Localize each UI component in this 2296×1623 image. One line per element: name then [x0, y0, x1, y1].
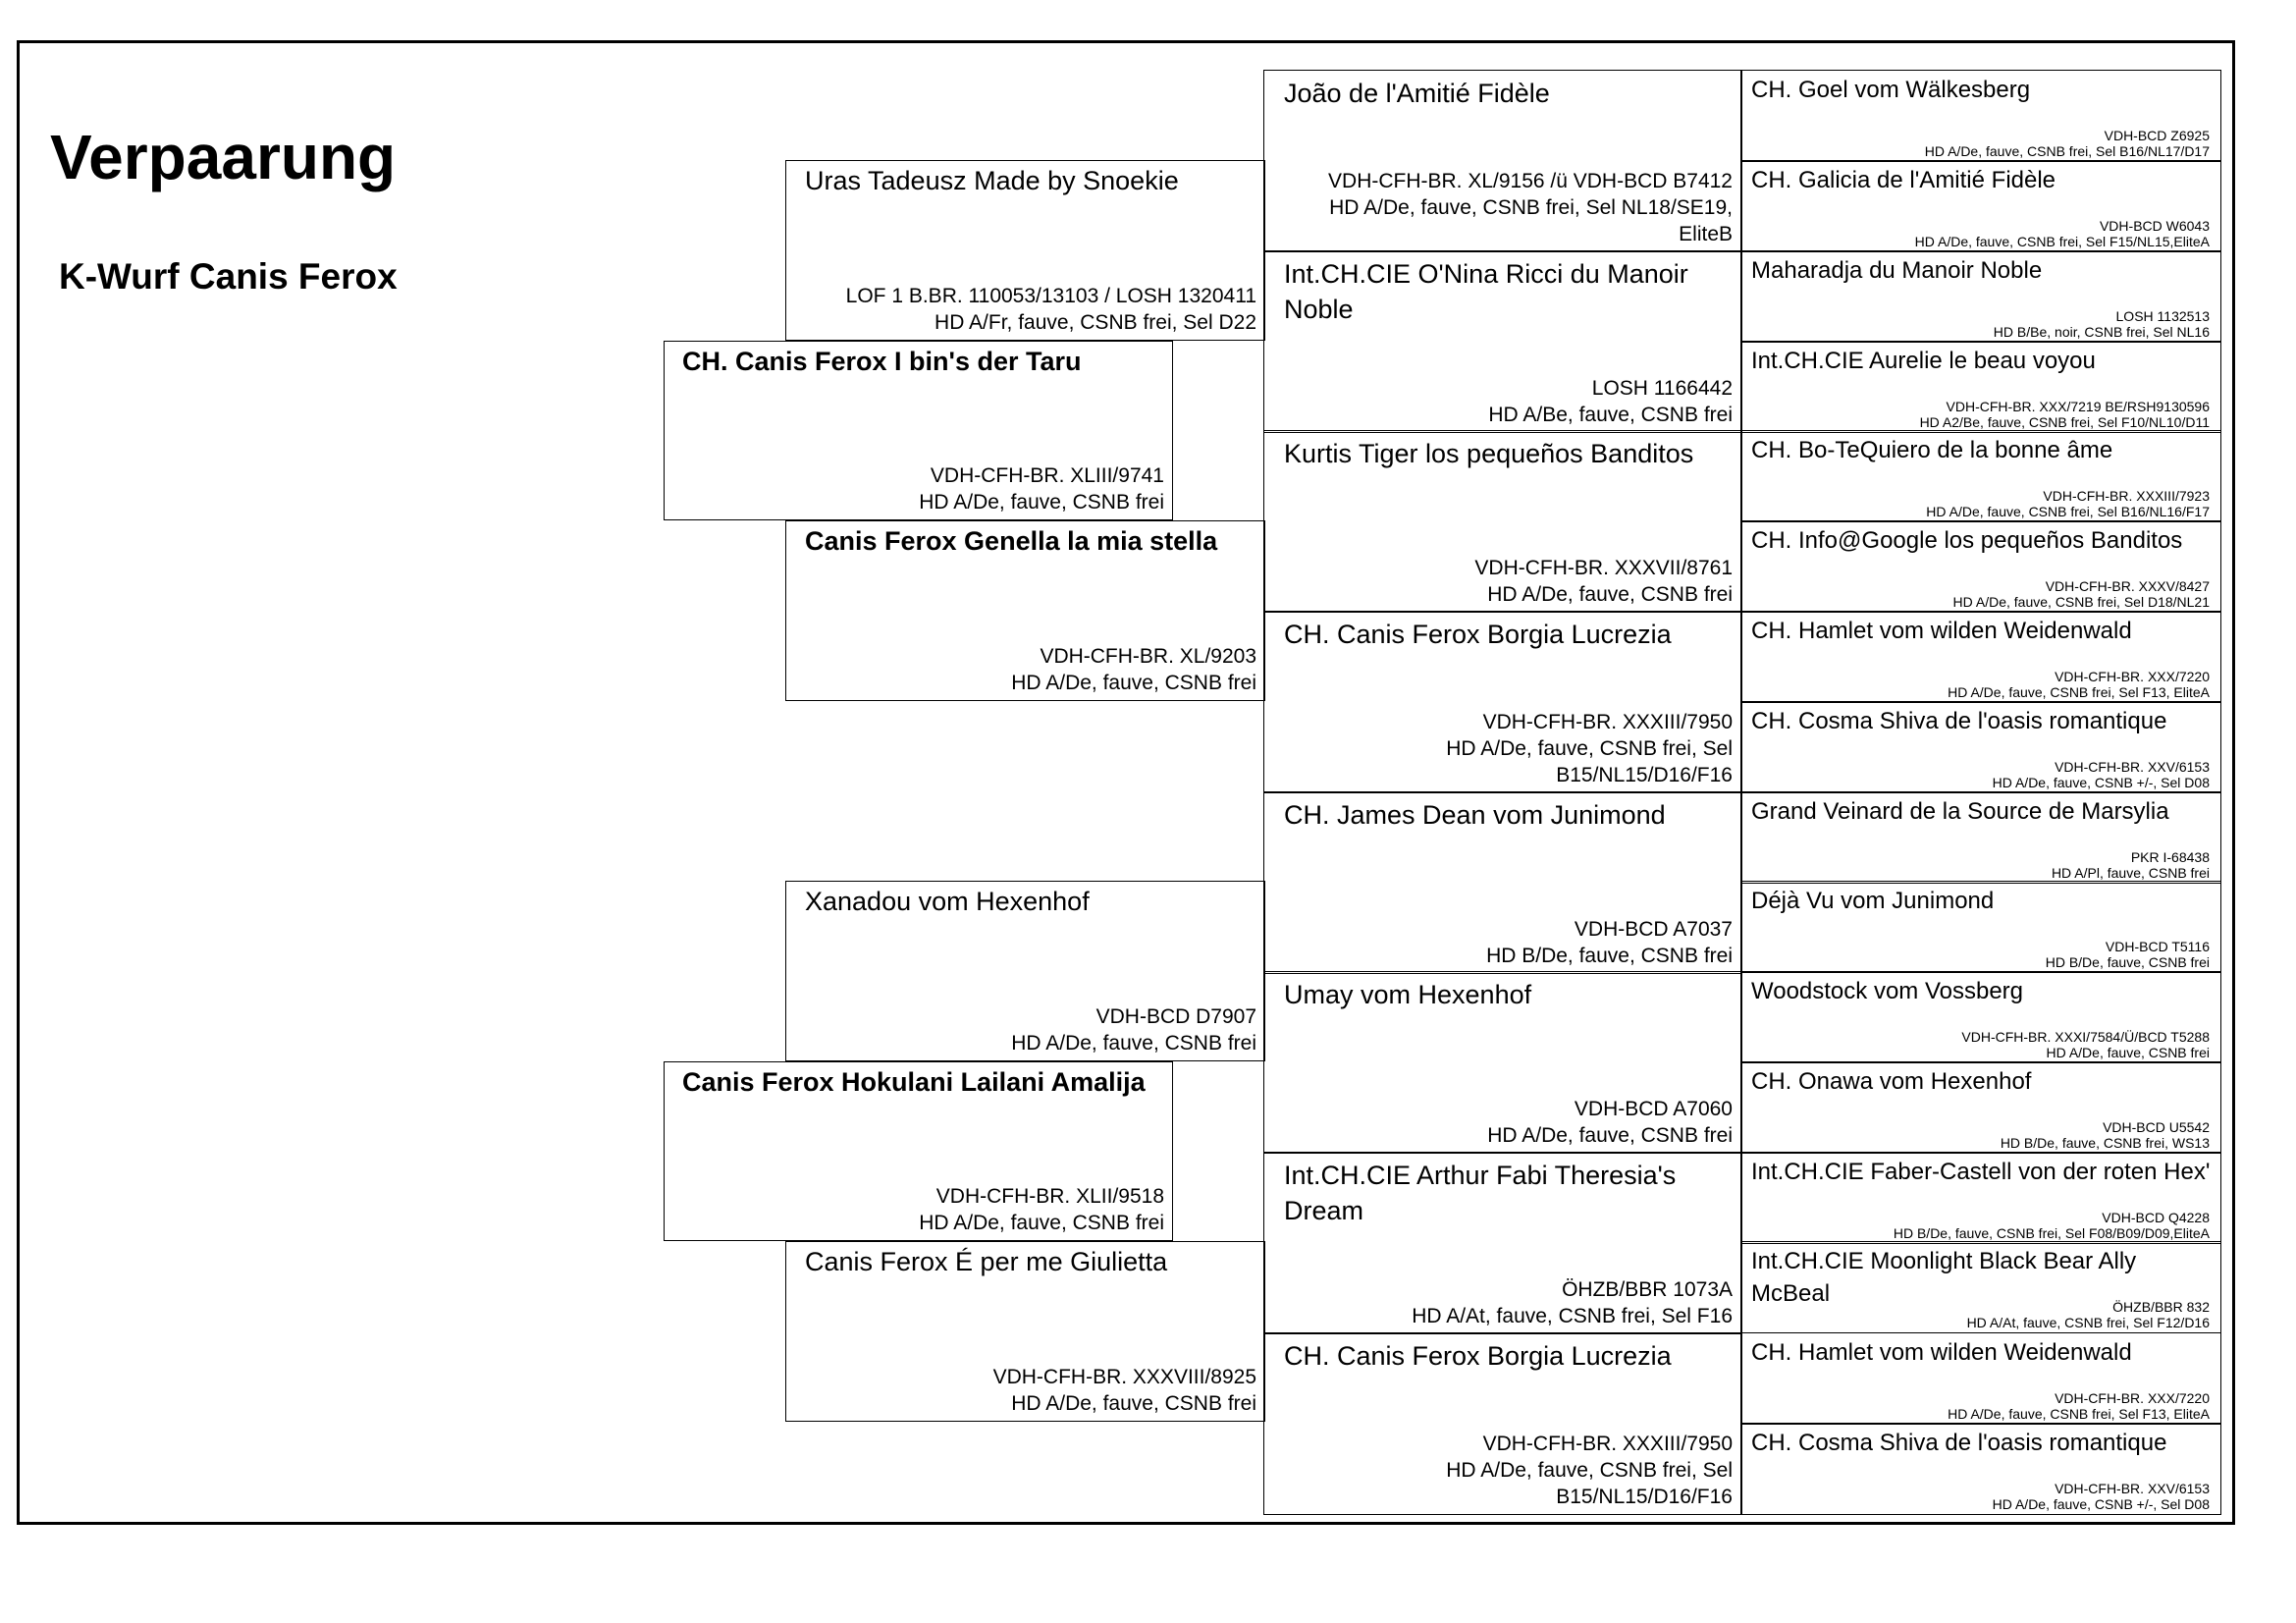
- gen4-ancestor-box: [1740, 70, 2221, 162]
- gen4-ancestor-name: Maharadja du Manoir Noble: [1751, 257, 2043, 284]
- gen4-ancestor-box: [1740, 1423, 2221, 1515]
- sire-info: VDH-CFH-BR. XLIII/9741 HD A/De, fauve, CSNB frei: [919, 464, 1164, 514]
- page-title: Verpaarung: [50, 122, 397, 192]
- gen4-ancestor-name: CH. Info@Google los pequeños Banditos: [1751, 527, 2183, 554]
- gen4-ancestor-name: CH. Galicia de l'Amitié Fidèle: [1751, 167, 2056, 193]
- great-grandparent-info: VDH-CFH-BR. XXXVII/8761 HD A/De, fauve, CSNB frei: [1474, 557, 1733, 606]
- litter-subtitle: K-Wurf Canis Ferox: [59, 256, 398, 297]
- gen4-ancestor-info: VDH-CFH-BR. XXXV/8427 HD A/De, fauve, CSNB frei, Sel D18/NL21: [1952, 578, 2210, 610]
- great-grandparent-box: [1263, 791, 1742, 974]
- great-grandparent-name: João de l'Amitié Fidèle: [1284, 79, 1550, 108]
- gen4-ancestor-box: [1740, 971, 2221, 1063]
- great-grandparent-info: LOSH 1166442 HD A/Be, fauve, CSNB frei: [1488, 377, 1733, 426]
- gen4-ancestor-box: [1740, 341, 2221, 433]
- gen4-ancestor-name: CH. Goel vom Wälkesberg: [1751, 77, 2031, 103]
- great-grandparent-info: VDH-BCD A7060 HD A/De, fauve, CSNB frei: [1487, 1098, 1733, 1147]
- great-grandparent-name: CH. Canis Ferox Borgia Lucrezia: [1284, 620, 1672, 649]
- gen4-ancestor-box: [1740, 1061, 2221, 1154]
- gen4-ancestor-info: VDH-CFH-BR. XXX/7220 HD A/De, fauve, CSNB frei, Sel F13, EliteA: [1948, 669, 2210, 700]
- great-grandparent-box: [1263, 70, 1742, 252]
- great-grandparent-box: [1263, 430, 1742, 613]
- dam-info: VDH-CFH-BR. XLII/9518 HD A/De, fauve, CSNB frei: [919, 1185, 1164, 1234]
- gen4-ancestor-name: Grand Veinard de la Source de Marsylia: [1751, 798, 2169, 825]
- great-grandparent-box: [1263, 250, 1742, 433]
- gen4-ancestor-name: CH. Cosma Shiva de l'oasis romantique: [1751, 708, 2167, 734]
- grandsire-maternal-box: [785, 881, 1265, 1061]
- great-grandparent-info: VDH-CFH-BR. XL/9156 /ü VDH-BCD B7412 HD A/De, fauve, CSNB frei, Sel NL18/SE19, EliteB: [1328, 170, 1733, 245]
- gen4-ancestor-name: Int.CH.CIE Faber-Castell von der roten Hex': [1751, 1159, 2211, 1185]
- gen4-ancestor-box: [1740, 701, 2221, 793]
- granddam-paternal-box: [785, 520, 1265, 701]
- great-grandparent-name: Umay vom Hexenhof: [1284, 980, 1532, 1009]
- gen4-ancestor-info: VDH-CFH-BR. XXV/6153 HD A/De, fauve, CSNB +/-, Sel D08: [1992, 759, 2210, 790]
- gen4-ancestor-info: VDH-CFH-BR. XXX/7220 HD A/De, fauve, CSNB frei, Sel F13, EliteA: [1948, 1390, 2210, 1422]
- great-grandparent-name: Kurtis Tiger los pequeños Banditos: [1284, 439, 1694, 468]
- great-grandparent-name: Int.CH.CIE Arthur Fabi Theresia's Dream: [1284, 1161, 1677, 1225]
- gen4-ancestor-box: [1740, 1332, 2221, 1425]
- great-grandparent-box: [1263, 971, 1742, 1154]
- granddam-paternal-info: VDH-CFH-BR. XL/9203 HD A/De, fauve, CSNB frei: [1011, 645, 1256, 694]
- grandsire-maternal-info: VDH-BCD D7907 HD A/De, fauve, CSNB frei: [1011, 1005, 1256, 1055]
- gen4-ancestor-name: Int.CH.CIE Moonlight Black Bear Ally McBeal: [1751, 1248, 2137, 1307]
- gen4-ancestor-info: VDH-CFH-BR. XXX/7219 BE/RSH9130596 HD A2/Be, fauve, CSNB frei, Sel F10/NL10/D11: [1919, 399, 2210, 430]
- grandsire-maternal-name: Xanadou vom Hexenhof: [805, 887, 1090, 916]
- gen4-ancestor-box: [1740, 611, 2221, 703]
- grandsire-paternal-box: [785, 160, 1265, 341]
- gen4-ancestor-box: [1740, 520, 2221, 613]
- gen4-ancestor-box: [1740, 1241, 2221, 1333]
- great-grandparent-name: Int.CH.CIE O'Nina Ricci du Manoir Noble: [1284, 259, 1688, 324]
- gen4-ancestor-name: Déjà Vu vom Junimond: [1751, 888, 1995, 914]
- gen4-ancestor-info: VDH-BCD Z6925 HD A/De, fauve, CSNB frei, Sel B16/NL17/D17: [1924, 128, 2210, 159]
- gen4-ancestor-info: VDH-BCD T5116 HD B/De, fauve, CSNB frei: [2045, 939, 2210, 970]
- gen4-ancestor-box: [1740, 430, 2221, 522]
- great-grandparent-name: CH. Canis Ferox Borgia Lucrezia: [1284, 1341, 1672, 1371]
- gen4-ancestor-info: ÖHZB/BBR 832 HD A/At, fauve, CSNB frei, Sel F12/D16: [1966, 1299, 2210, 1330]
- gen4-ancestor-box: [1740, 160, 2221, 252]
- gen4-ancestor-info: VDH-CFH-BR. XXXIII/7923 HD A/De, fauve, CSNB frei, Sel B16/NL16/F17: [1926, 488, 2210, 519]
- gen4-ancestor-name: CH. Onawa vom Hexenhof: [1751, 1068, 2032, 1095]
- sire-name: CH. Canis Ferox I bin's der Taru: [682, 347, 1082, 376]
- gen4-ancestor-name: Woodstock vom Vossberg: [1751, 978, 2024, 1004]
- gen4-ancestor-info: VDH-CFH-BR. XXV/6153 HD A/De, fauve, CSNB +/-, Sel D08: [1992, 1481, 2210, 1512]
- dam-box: [664, 1061, 1173, 1241]
- gen4-ancestor-name: CH. Bo-TeQuiero de la bonne âme: [1751, 437, 2113, 463]
- granddam-maternal-info: VDH-CFH-BR. XXXVIII/8925 HD A/De, fauve, CSNB frei: [992, 1366, 1256, 1415]
- granddam-maternal-box: [785, 1241, 1265, 1422]
- grandsire-paternal-info: LOF 1 B.BR. 110053/13103 / LOSH 1320411 HD A/Fr, fauve, CSNB frei, Sel D22: [845, 285, 1256, 334]
- gen4-ancestor-info: VDH-BCD U5542 HD B/De, fauve, CSNB frei, WS13: [2000, 1119, 2210, 1151]
- gen4-ancestor-info: LOSH 1132513 HD B/Be, noir, CSNB frei, Sel NL16: [1993, 308, 2210, 340]
- great-grandparent-box: [1263, 611, 1742, 793]
- dam-name: Canis Ferox Hokulani Lailani Amalija: [682, 1067, 1146, 1097]
- gen4-ancestor-box: [1740, 250, 2221, 343]
- gen4-ancestor-info: PKR I-68438 HD A/Pl, fauve, CSNB frei: [2051, 849, 2210, 881]
- great-grandparent-info: VDH-BCD A7037 HD B/De, fauve, CSNB frei: [1486, 918, 1733, 967]
- gen4-ancestor-box: [1740, 1152, 2221, 1244]
- gen4-ancestor-box: [1740, 881, 2221, 973]
- sire-box: [664, 341, 1173, 520]
- great-grandparent-name: CH. James Dean vom Junimond: [1284, 800, 1666, 830]
- gen4-ancestor-name: CH. Hamlet vom wilden Weidenwald: [1751, 1339, 2132, 1366]
- gen4-ancestor-info: VDH-BCD W6043 HD A/De, fauve, CSNB frei, Sel F15/NL15,EliteA: [1914, 218, 2210, 249]
- grandsire-paternal-name: Uras Tadeusz Made by Snoekie: [805, 166, 1179, 195]
- great-grandparent-box: [1263, 1152, 1742, 1334]
- gen4-ancestor-name: CH. Hamlet vom wilden Weidenwald: [1751, 618, 2132, 644]
- great-grandparent-info: VDH-CFH-BR. XXXIII/7950 HD A/De, fauve, CSNB frei, Sel B15/NL15/D16/F16: [1446, 1433, 1733, 1508]
- great-grandparent-info: VDH-CFH-BR. XXXIII/7950 HD A/De, fauve, CSNB frei, Sel B15/NL15/D16/F16: [1446, 711, 1733, 786]
- gen4-ancestor-box: [1740, 791, 2221, 884]
- gen4-ancestor-name: Int.CH.CIE Aurelie le beau voyou: [1751, 348, 2096, 374]
- gen4-ancestor-name: CH. Cosma Shiva de l'oasis romantique: [1751, 1430, 2167, 1456]
- great-grandparent-info: ÖHZB/BBR 1073A HD A/At, fauve, CSNB frei, Sel F16: [1412, 1278, 1733, 1327]
- gen4-ancestor-info: VDH-BCD Q4228 HD B/De, fauve, CSNB frei, Sel F08/B09/D09,EliteA: [1893, 1210, 2210, 1241]
- granddam-paternal-name: Canis Ferox Genella la mia stella: [805, 526, 1218, 556]
- great-grandparent-box: [1263, 1332, 1742, 1515]
- granddam-maternal-name: Canis Ferox É per me Giulietta: [805, 1247, 1168, 1276]
- gen4-ancestor-info: VDH-CFH-BR. XXXI/7584/Ü/BCD T5288 HD A/De, fauve, CSNB frei: [1961, 1029, 2210, 1060]
